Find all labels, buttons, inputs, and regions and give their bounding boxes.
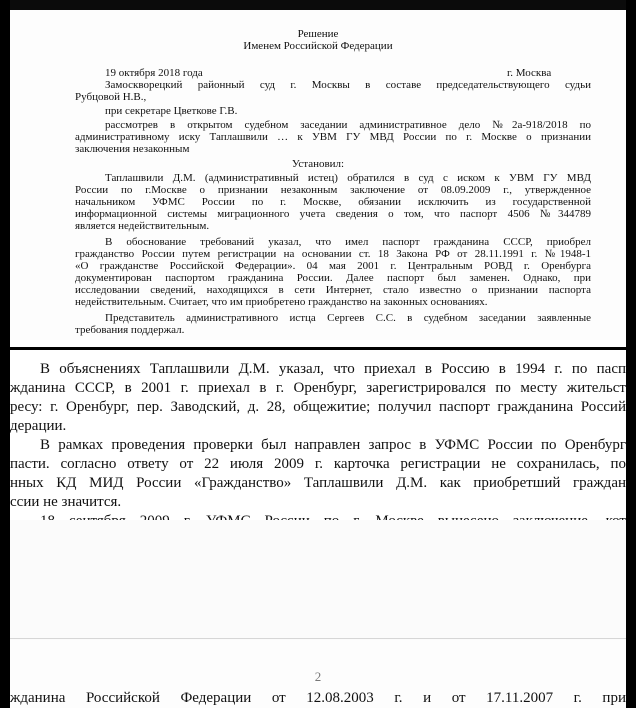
text-line: В рамках проведения проверки был направлен запрос в УФМС России по Оренбург [40,437,626,453]
text-line: Таплашвили Д.М. (административный истец) обратился в суд с иском к УВМ ГУ МВД [105,172,591,184]
text-line: административному иску Таплашвили … к УВМ ГУ МВД России по г. Москве о признании [75,131,591,143]
left-border [0,0,10,708]
text-line: требования поддержал. [75,324,185,336]
text-line: заключения незаконным [75,143,190,155]
text-line: является недействительным. [75,220,210,232]
page-number: 2 [314,669,322,684]
text-line: Представитель административного истца Сергеев С.С. в судебном заседании заявленные [105,312,591,324]
text-line: В объяснениях Таплашвили Д.М. указал, что приехал в Россию в 1994 г. по пасп [40,361,626,377]
text-line: недействительным. Считает, что им приобретено гражданство на законных основаниях. [75,296,488,308]
court-decision-excerpt [10,10,626,348]
text-line: жданина Российской Федерации от 12.08.2003 г. и от 17.11.2007 г. при [10,690,626,706]
text-line: гражданство России путем регистрации на основании ст. 18 Закона РФ от 28.11.1991 г. №1948-1 [75,248,591,260]
zoomed-document-excerpt [10,350,626,520]
text-line: ресу: г. Оренбург, пер. Заводский, д. 28, общежитие; получил паспорт гражданина Россий [10,399,626,415]
text-line: начальником УФМС России по г. Москве, обязании исключить из государственной [75,196,591,208]
text-line: Рубцовой Н.В., [75,91,147,103]
decision-title: Решение [297,28,339,40]
text-line: рассмотрев в открытом судебном заседании административное дело №2а-918/2018 по [105,119,591,131]
text-line: В обоснование требований указал, что имел паспорт гражданина СССР, приобрел [105,236,591,248]
text-line: жданина СССР, в 2001 г. приехал в г. Оренбург, зарегистрировался по месту жительст [10,380,626,396]
text-line: «О гражданстве Российской Федерации». 04 мая 2001 г. Центральным РОВД г. Оренбурга [75,260,591,272]
blank-area [10,520,626,640]
right-border [626,0,636,708]
decision-place: г. Москва [507,67,552,79]
text-line: России по г.Москве о признании незаконным заключение от 08.09.2009 г., утвержденное [75,184,591,196]
text-line: информационной системы миграционного учета сведения о том, что паспорт 4506 №344789 [75,208,591,220]
decision-date: 19 октября 2018 года [105,67,203,79]
section-heading: Установил: [291,158,345,170]
text-line: дерации. [10,418,67,434]
page-break-rule [10,638,626,639]
text-line: Замоскворецкий районный суд г. Москвы в составе председательствующего судьи [105,79,591,91]
text-line: нных КД МИД России «Гражданство» Таплашвили Д.М. как приобретший граждан [10,475,626,491]
text-line: пасти. согласно ответу от 22 июля 2009 г. карточка регистрации не сохранилась, по [10,456,626,472]
text-line: ссии не значится. [10,494,122,510]
text-line: исследовании сведений, находящихся в сети Интернет, стало известно о признании паспорта [75,284,591,296]
document-page [10,10,626,708]
text-line: документирован паспортом гражданина России. Далее паспорт был заменен. Однако, при [75,272,591,284]
text-line: при секретаре Цветкове Г.В. [105,105,238,117]
decision-subtitle: Именем Российской Федерации [243,40,393,52]
